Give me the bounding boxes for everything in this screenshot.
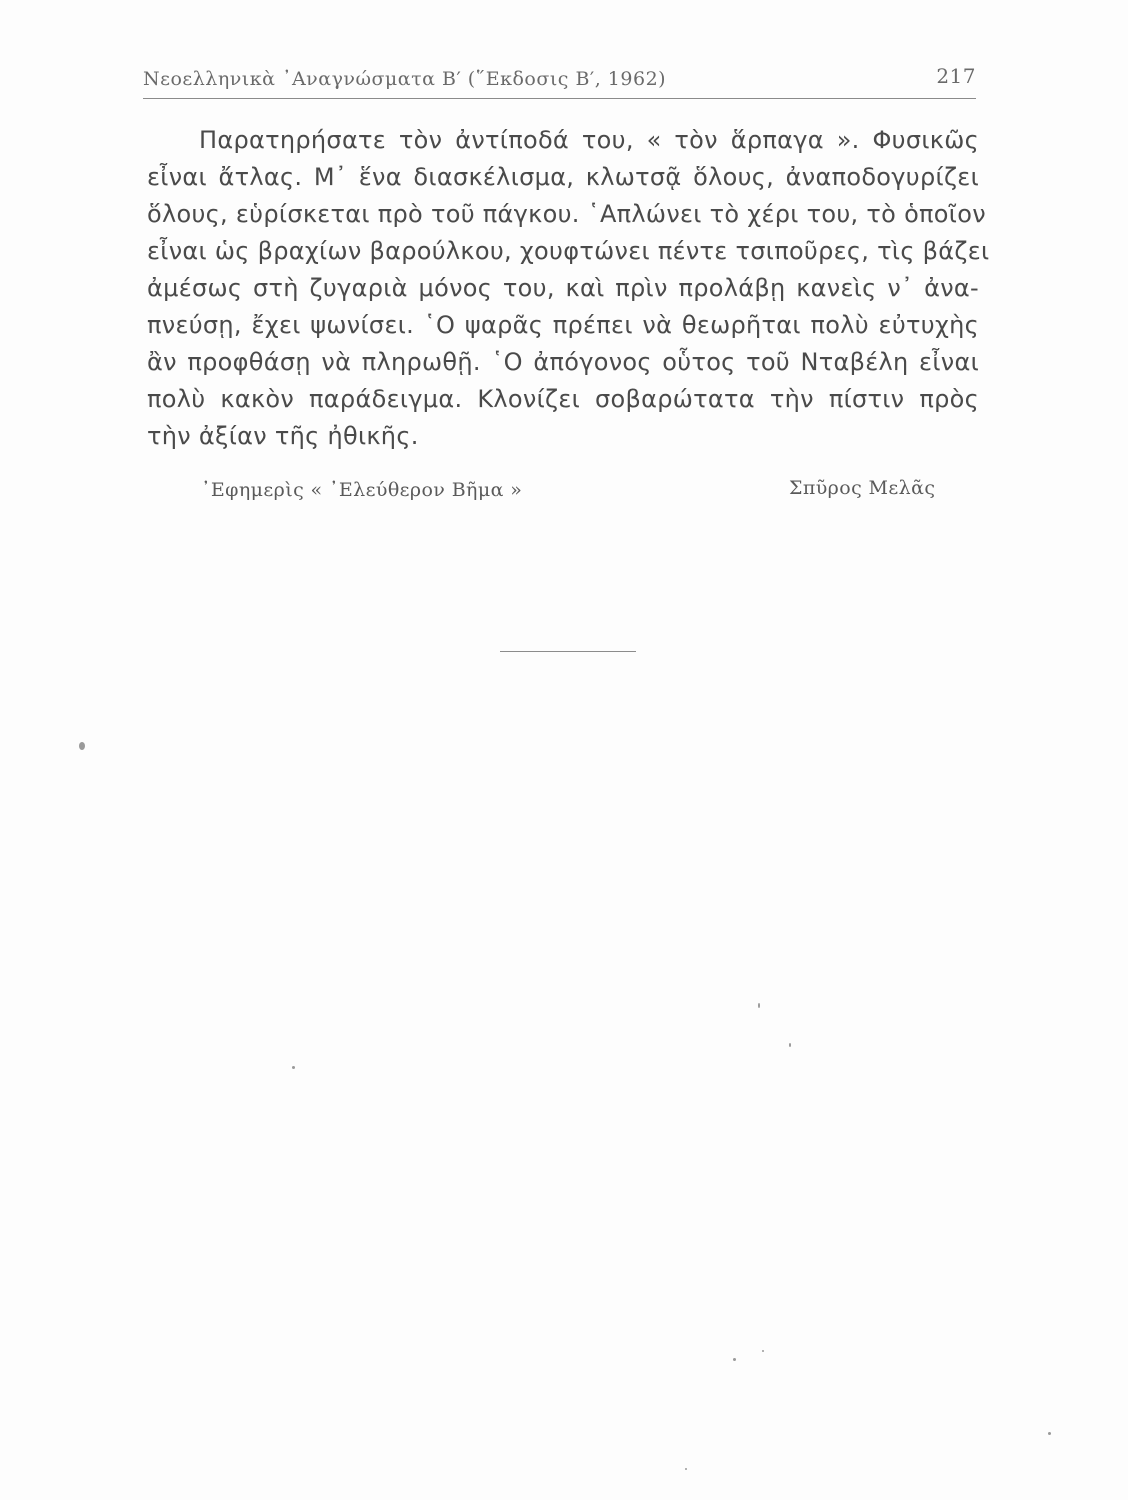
author-signature: Σπῦρος Μελᾶς bbox=[789, 477, 936, 499]
scan-speck bbox=[292, 1066, 295, 1069]
running-head-title: Νεοελληνικὰ ᾿Αναγνώσματα Β′ (῞Εκδοσις Β′, 1962) bbox=[143, 68, 667, 90]
text-line: εἶναι ὡς βραχίων βαρούλκου, χουφτώνει πέντε τσιποῦρες, τὶς βάζει bbox=[147, 237, 990, 265]
text-line: Παρατηρήσατε τὸν ἀντίποδά του, « τὸν ἅρπαγα ». Φυσικῶς bbox=[199, 126, 979, 154]
scan-speck bbox=[762, 1350, 764, 1352]
running-head bbox=[143, 64, 976, 99]
body-paragraph bbox=[147, 122, 990, 455]
text-line: ἀμέσως στὴ ζυγαριὰ μόνος του, καὶ πρὶν προλάβῃ κανεὶς ν᾿ ἀνα- bbox=[147, 274, 979, 302]
scan-speck bbox=[758, 1003, 760, 1008]
source-attribution: ᾿Εφημερὶς « ᾿Ελεύθερον Βῆμα » bbox=[201, 479, 523, 501]
scan-speck bbox=[685, 1468, 687, 1470]
text-line: εἶναι ἄτλας. Μ᾿ ἕνα διασκέλισμα, κλωτσᾷ ὅλους, ἀναποδογυρίζει bbox=[147, 163, 979, 191]
text-line: πνεύσῃ, ἔχει ψωνίσει. ῾Ο ψαρᾶς πρέπει νὰ θεωρῆται πολὺ εὐτυχὴς bbox=[147, 311, 979, 339]
text-line: πολὺ κακὸν παράδειγμα. Κλονίζει σοβαρώτατα τὴν πίστιν πρὸς bbox=[147, 385, 979, 413]
text-line: ἂν προφθάσῃ νὰ πληρωθῇ. ῾Ο ἀπόγονος οὗτος τοῦ Νταβέλη εἶναι bbox=[147, 348, 979, 376]
section-divider bbox=[500, 651, 636, 652]
text-line: ὅλους, εὑρίσκεται πρὸ τοῦ πάγκου. ῾Απλώνει τὸ χέρι του, τὸ ὁποῖον bbox=[147, 200, 986, 228]
text-line: τὴν ἀξίαν τῆς ἠθικῆς. bbox=[147, 422, 419, 450]
scan-speck bbox=[733, 1358, 736, 1361]
scan-speck bbox=[1048, 1432, 1051, 1435]
scan-speck bbox=[79, 742, 85, 750]
scan-speck bbox=[789, 1043, 791, 1047]
page-number: 217 bbox=[936, 64, 976, 88]
